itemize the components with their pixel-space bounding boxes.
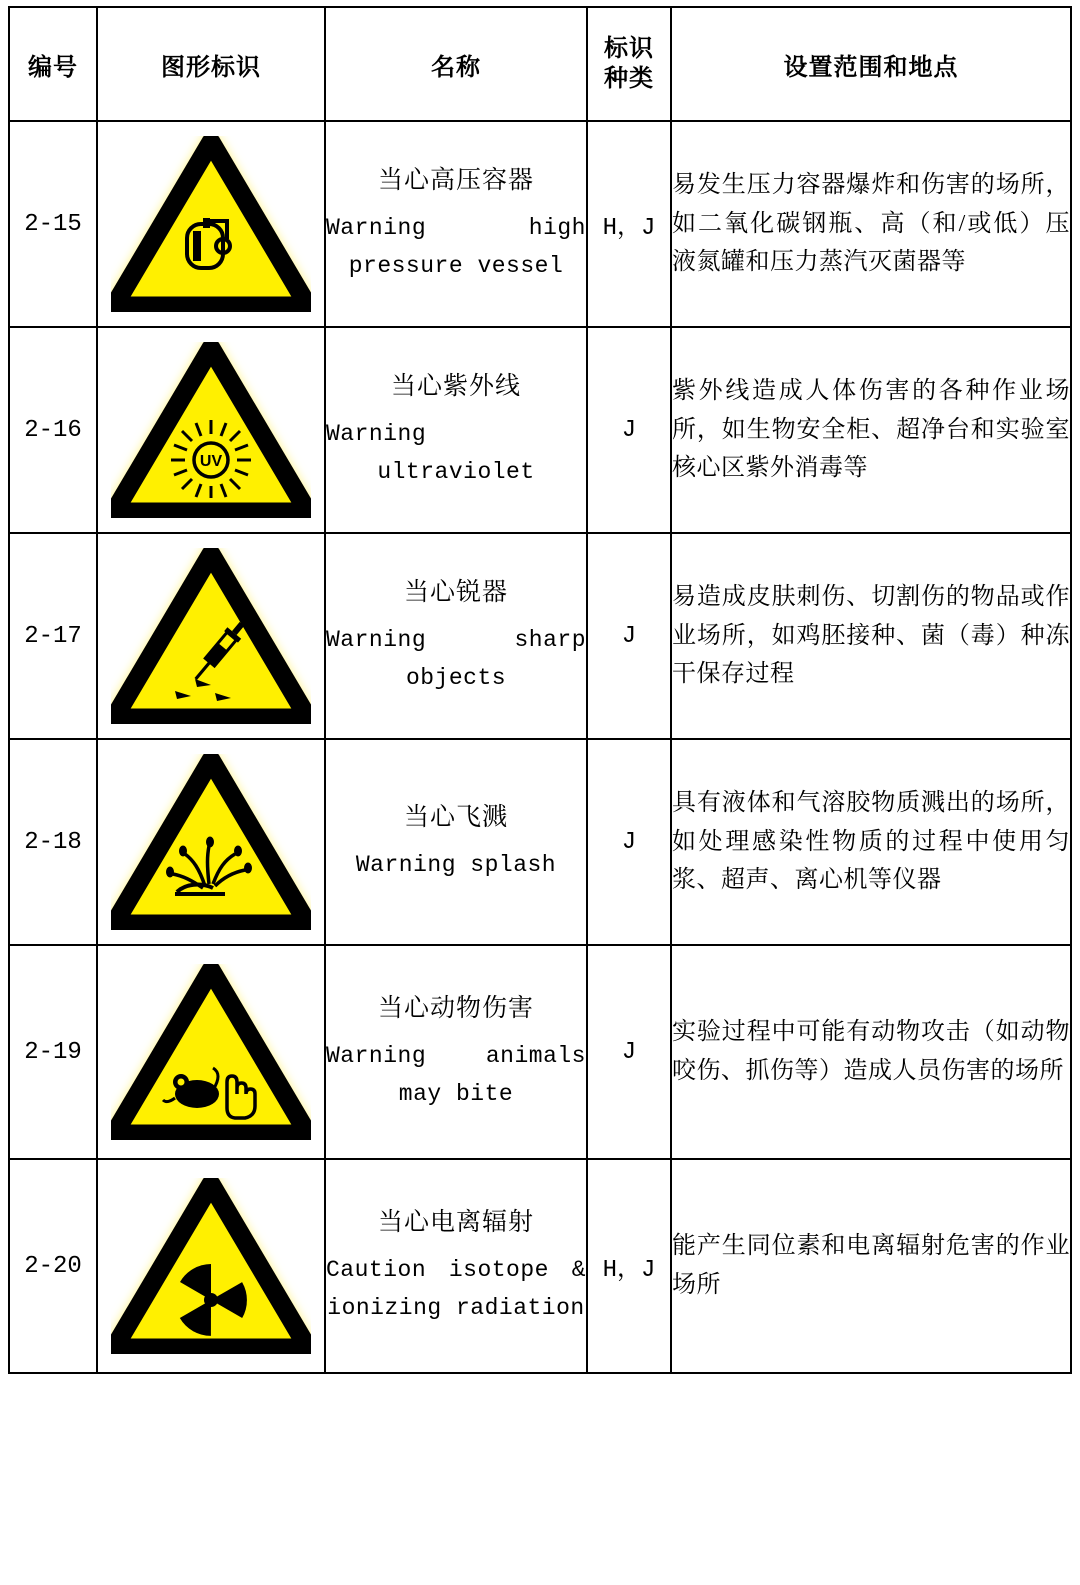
warning-animals-may-bite-icon xyxy=(111,964,311,1140)
row-name-en: Caution isotope & ionizing radiation xyxy=(326,1256,586,1321)
row-name-cn: 当心锐器 xyxy=(403,579,508,607)
row-number: 2-19 xyxy=(9,945,97,1159)
row-name-en: Warning high pressure vessel xyxy=(326,214,586,279)
table-row xyxy=(9,945,1071,1159)
row-graphic xyxy=(97,739,325,945)
row-name-en: Warning splash xyxy=(355,851,557,878)
row-name-cn: 当心紫外线 xyxy=(390,373,521,401)
row-name xyxy=(325,533,587,739)
table-header-row xyxy=(9,7,1071,121)
header-kind xyxy=(587,7,671,121)
row-graphic xyxy=(97,533,325,739)
header-name: 名称 xyxy=(325,7,587,121)
row-name xyxy=(325,1159,587,1373)
row-number: 2-18 xyxy=(9,739,97,945)
row-graphic xyxy=(97,945,325,1159)
table-row xyxy=(9,121,1071,327)
row-name xyxy=(325,121,587,327)
header-scope: 设置范围和地点 xyxy=(671,7,1071,121)
row-name-cn: 当心飞溅 xyxy=(403,804,508,832)
table-row xyxy=(9,533,1071,739)
row-number: 2-15 xyxy=(9,121,97,327)
row-name-cn: 当心高压容器 xyxy=(377,167,534,195)
row-kind: H，J xyxy=(587,121,671,327)
row-kind: J xyxy=(587,327,671,533)
row-number: 2-17 xyxy=(9,533,97,739)
row-graphic xyxy=(97,327,325,533)
row-number: 2-16 xyxy=(9,327,97,533)
row-scope: 紫外线造成人体伤害的各种作业场所，如生物安全柜、超净台和实验室核心区紫外消毒等 xyxy=(671,327,1071,533)
row-name-en: Warning sharp objects xyxy=(326,626,586,691)
warning-splash-icon xyxy=(111,754,311,930)
row-graphic xyxy=(97,121,325,327)
row-kind: J xyxy=(587,945,671,1159)
row-scope: 具有液体和气溶胶物质溅出的场所，如处理感染性物质的过程中使用匀浆、超声、离心机等仪器 xyxy=(671,739,1071,945)
row-kind: J xyxy=(587,739,671,945)
row-kind: H，J xyxy=(587,1159,671,1373)
row-graphic xyxy=(97,1159,325,1373)
row-scope: 实验过程中可能有动物攻击（如动物咬伤、抓伤等）造成人员伤害的场所 xyxy=(671,945,1071,1159)
row-name-cn: 当心动物伤害 xyxy=(377,995,534,1023)
caution-isotope-ionizing-radiation-icon xyxy=(111,1178,311,1354)
row-name xyxy=(325,327,587,533)
header-kind-line1: 标识 xyxy=(604,36,654,62)
row-number: 2-20 xyxy=(9,1159,97,1373)
row-kind: J xyxy=(587,533,671,739)
warning-ultraviolet-icon xyxy=(111,342,311,518)
header-graphic: 图形标识 xyxy=(97,7,325,121)
row-scope: 易造成皮肤刺伤、切割伤的物品或作业场所，如鸡胚接种、菌（毒）种冻干保存过程 xyxy=(671,533,1071,739)
table-row xyxy=(9,327,1071,533)
warning-high-pressure-vessel-icon xyxy=(111,136,311,312)
row-name xyxy=(325,739,587,945)
row-scope: 能产生同位素和电离辐射危害的作业场所 xyxy=(671,1159,1071,1373)
header-kind-line2: 种类 xyxy=(604,66,654,92)
svg-text:UV: UV xyxy=(199,453,223,470)
row-name xyxy=(325,945,587,1159)
table-row xyxy=(9,1159,1071,1373)
row-scope: 易发生压力容器爆炸和伤害的场所，如二氧化碳钢瓶、高（和/或低）压液氮罐和压力蒸汽灭菌器等 xyxy=(671,121,1071,327)
row-name-en: Warning ultraviolet xyxy=(326,420,535,485)
safety-signs-table xyxy=(8,6,1072,1374)
warning-sharp-objects-icon xyxy=(111,548,311,724)
table-row xyxy=(9,739,1071,945)
header-number: 编号 xyxy=(9,7,97,121)
row-name-cn: 当心电离辐射 xyxy=(377,1209,534,1237)
row-name-en: Warning animals may bite xyxy=(326,1042,586,1107)
